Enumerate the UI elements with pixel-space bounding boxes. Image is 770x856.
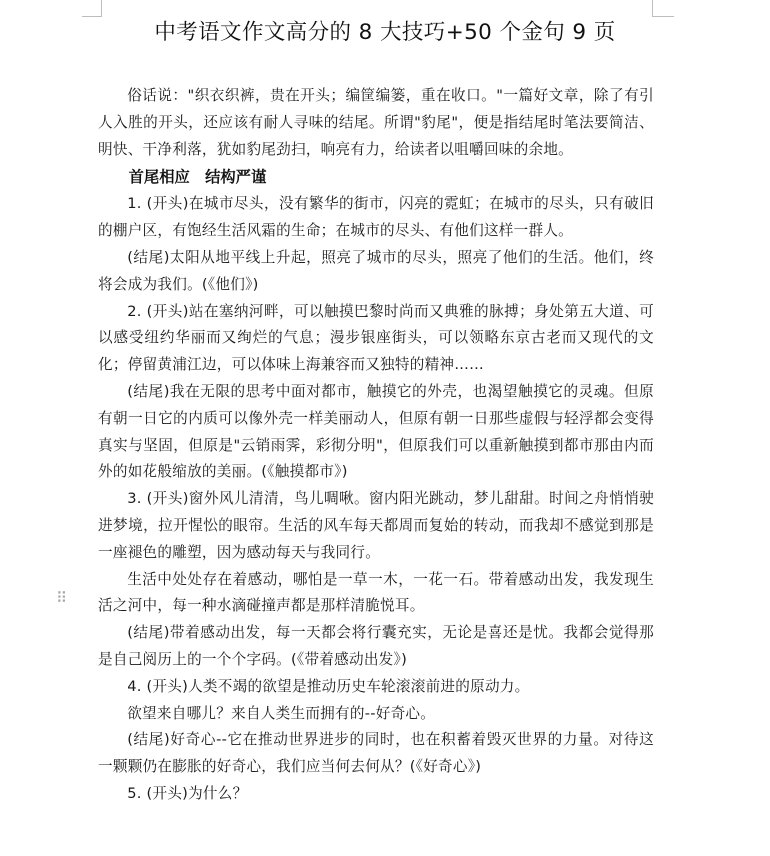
paragraph: 生活中处处存在着感动，哪怕是一草一木，一花一石。带着感动出发，我发现生活之河中，每一种水滴碰撞声都是那样清脆悦耳。 bbox=[98, 570, 654, 615]
paragraph: 2. (开头)站在塞纳河畔，可以触摸巴黎时尚而又典雅的脉搏；身处第五大道、可以感受纽约华丽而又绚烂的气息；漫步银座街头，可以领略东京古老而又现代的文化；停留黄浦江边，可以体味上海兼容而又独特的精神…… bbox=[98, 302, 654, 374]
paragraph: 1. (开头)在城市尽头，没有繁华的街市，闪亮的霓虹；在城市的尽头，只有破旧的棚户区，有饱经生活风霜的生命；在城市的尽头、有他们这样一群人。 bbox=[98, 195, 654, 240]
document-body bbox=[98, 83, 654, 808]
drag-handle-icon[interactable]: ⠿ bbox=[56, 589, 66, 607]
paragraph: 4. (开头)人类不竭的欲望是推动历史车轮滚滚前进的原动力。 bbox=[127, 677, 530, 695]
paragraph: 欲望来自哪儿？来自人类生而拥有的--好奇心。 bbox=[127, 704, 436, 722]
paragraph: 5. (开头)为什么？ bbox=[127, 784, 248, 802]
crop-mark-top-left-vertical bbox=[101, 0, 102, 16]
intro-paragraph: 俗话说："织衣织裤，贵在开头；编筐编篓，重在收口。"一篇好文章，除了有引人入胜的开头，还应该有耐人寻味的结尾。所谓"豹尾"，便是指结尾时笔法要简洁、明快、干净利落，犹如豹尾劲扫，响亮有力，给读者以咀嚼回味的余地。 bbox=[98, 87, 654, 158]
paragraph: (结尾)带着感动出发，每一天都会将行囊充实，无论是喜还是忧。我都会觉得那是自己阅历上的一个个字码。(《带着感动出发》) bbox=[98, 624, 654, 668]
section-heading: 首尾相应 结构严谨 bbox=[128, 168, 267, 187]
document-title: 中考语文作文高分的 8 大技巧+50 个金句 9 页 bbox=[154, 20, 616, 45]
paragraph: (结尾)我在无限的思考中面对都市，触摸它的外壳，也渴望触摸它的灵魂。但原有朝一日它的内质可以像外壳一样美丽动人，但原有朝一日那些虚假与轻浮都会变得真实与坚固，但原是"云销雨霁，彩彻分明"，但原我们可以重新触摸到都市那由内而外的如花般缩放的美丽。(《触摸都市》) bbox=[98, 382, 654, 481]
crop-mark-top-right-vertical bbox=[652, 0, 653, 16]
paragraph: 3. (开头)窗外风儿清清，鸟儿啁啾。窗内阳光跳动，梦儿甜甜。时间之舟悄悄驶进梦境，拉开惺忪的眼帘。生活的风车每天都周而复始的转动，而我却不感觉到那是一座褪色的雕塑，因为感动每天与我同行。 bbox=[98, 490, 654, 561]
paragraph: (结尾)太阳从地平线上升起，照亮了城市的尽头，照亮了他们的生活。他们，终将会成为我们。(《他们》) bbox=[98, 248, 654, 293]
paragraph: (结尾)好奇心--它在推动世界进步的同时，也在积蓄着毁灭世界的力量。对待这一颗颗仍在膨胀的好奇心，我们应当何去何从？(《好奇心》) bbox=[98, 731, 654, 776]
